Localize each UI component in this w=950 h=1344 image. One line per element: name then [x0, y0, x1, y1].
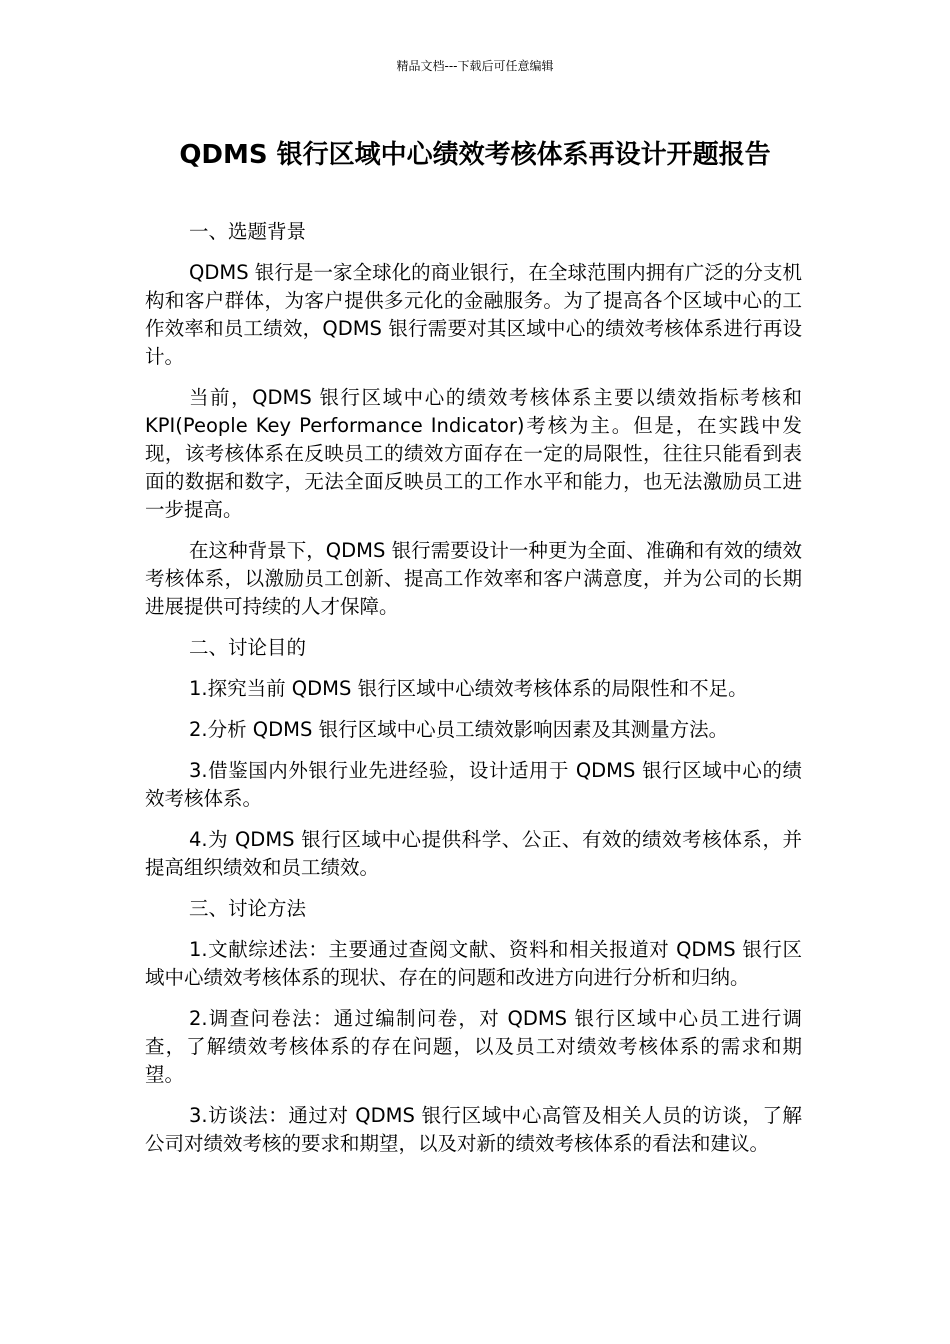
page-header-note: 精品文档---下载后可任意编辑: [396, 59, 554, 73]
purpose-item-4: 4.为 QDMS 银行区域中心提供科学、公正、有效的绩效考核体系，并提高组织绩效和员工绩效。: [145, 828, 802, 879]
section-heading-purpose: 二、讨论目的: [189, 636, 307, 659]
purpose-item-1: 1.探究当前 QDMS 银行区域中心绩效考核体系的局限性和不足。: [189, 677, 748, 700]
method-item-literature-review: 1.文献综述法：主要通过查阅文献、资料和相关报道对 QDMS 银行区域中心绩效考核体系的现状、存在的问题和改进方向进行分析和归纳。: [145, 938, 802, 989]
method-item-interview: 3.访谈法：通过对 QDMS 银行区域中心高管及相关人员的访谈，了解公司对绩效考核的要求和期望，以及对新的绩效考核体系的看法和建议。: [145, 1104, 802, 1155]
paragraph-design-need: 在这种背景下，QDMS 银行需要设计一种更为全面、准确和有效的绩效考核体系，以激励员工创新、提高工作效率和客户满意度，并为公司的长期进展提供可持续的人才保障。: [145, 539, 802, 618]
section-heading-methods: 三、讨论方法: [189, 897, 307, 920]
section-heading-background: 一、选题背景: [189, 220, 307, 243]
purpose-item-3: 3.借鉴国内外银行业先进经验，设计适用于 QDMS 银行区域中心的绩效考核体系。: [145, 759, 802, 810]
document-body: [145, 218, 802, 1171]
method-item-questionnaire: 2.调查问卷法：通过编制问卷，对 QDMS 银行区域中心员工进行调查，了解绩效考核体系的存在问题，以及员工对绩效考核体系的需求和期望。: [145, 1007, 802, 1086]
paragraph-bank-intro: QDMS 银行是一家全球化的商业银行，在全球范围内拥有广泛的分支机构和客户群体，为客户提供多元化的金融服务。为了提高各个区域中心的工作效率和员工绩效，QDMS 银行需要对其区域中心的绩效考核体系进行再设计。: [145, 261, 802, 368]
document-title: QDMS 银行区域中心绩效考核体系再设计开题报告: [179, 140, 771, 170]
purpose-item-2: 2.分析 QDMS 银行区域中心员工绩效影响因素及其测量方法。: [189, 718, 729, 741]
paragraph-current-system: 当前，QDMS 银行区域中心的绩效考核体系主要以绩效指标考核和 KPI(People Key Performance Indicator)考核为主。但是，在实践中发现，该考核体系在反映员工的绩效方面存在一定的局限性，往往只能看到表面的数据和数字，无法全面反映员工的工作水平和能力，也无法激励员工进一步提高。: [145, 386, 802, 521]
